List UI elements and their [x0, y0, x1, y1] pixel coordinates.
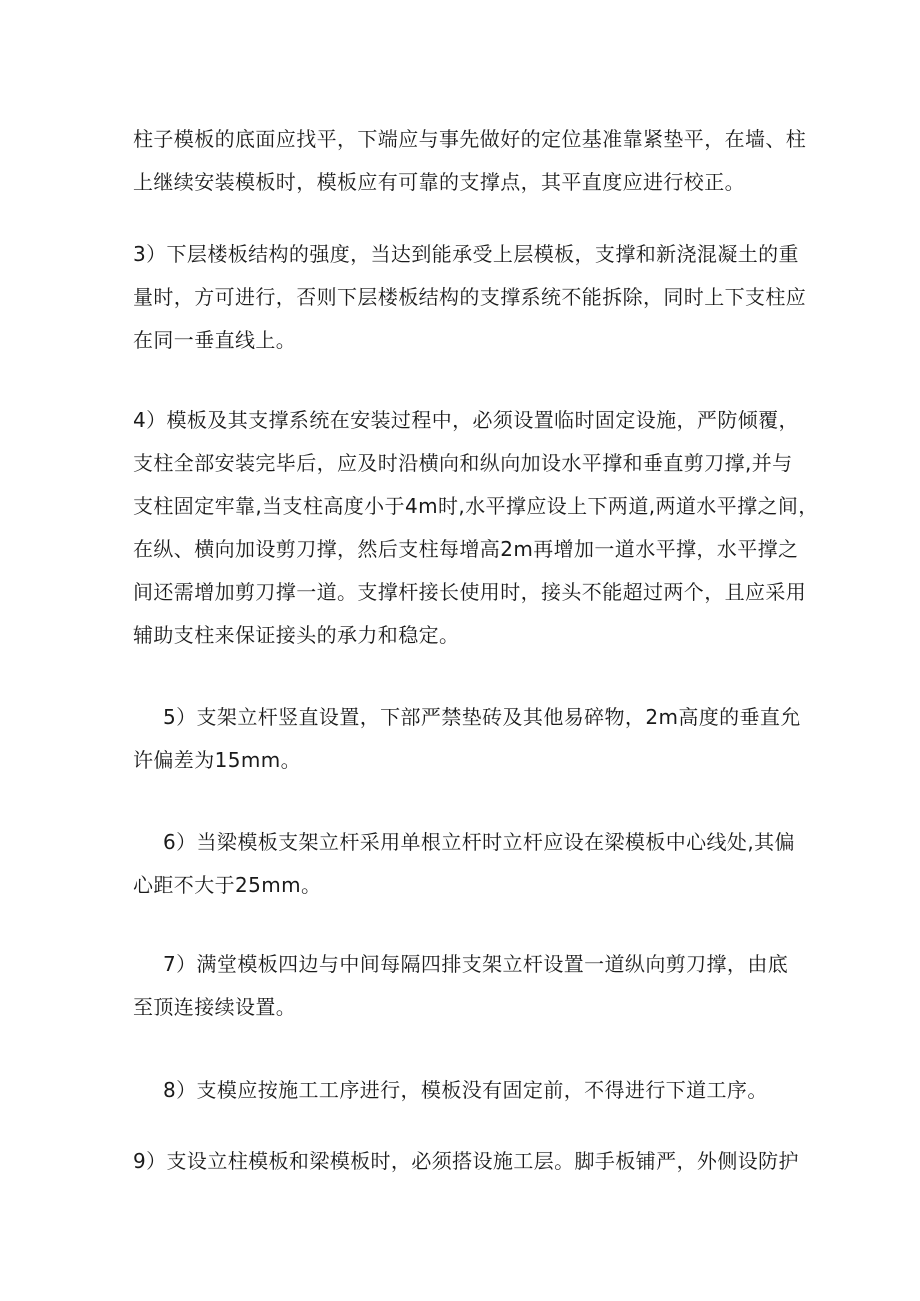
paragraph-item-7: [133, 943, 823, 1029]
text-line: 6）当梁模板支架立杆采用单根立杆时立杆应设在梁模板中心线处,其偏: [163, 830, 795, 854]
text-line: 心距不大于25mm。: [133, 873, 322, 897]
text-line: 至顶连接续设置。: [133, 995, 297, 1019]
text-line: 辅助支柱来保证接头的承力和稳定。: [133, 623, 460, 647]
text-line: 支柱全部安装完毕后，应及时沿横向和纵向加设水平撑和垂直剪刀撑,并与: [133, 451, 793, 475]
text-line: 柱子模板的底面应找平，下端应与事先做好的定位基准靠紧垫平，在墙、柱: [133, 127, 807, 151]
paragraph-item-8: [133, 1069, 823, 1112]
paragraph-item-6: [133, 821, 823, 907]
text-line: 8）支模应按施工工序进行，模板没有固定前，不得进行下道工序。: [163, 1078, 768, 1102]
text-line: 9）支设立柱模板和梁模板时，必须搭设施工层。脚手板铺严，外侧设防护: [133, 1149, 799, 1173]
text-line: 上继续安装模板时，模板应有可靠的支撑点，其平直度应进行校正。: [133, 170, 745, 194]
paragraph-item-4: [133, 399, 823, 657]
paragraph-item-3: [133, 233, 823, 362]
paragraph-column-formwork: [133, 118, 823, 204]
text-line: 支柱固定牢靠,当支柱高度小于4m时,水平撑应设上下两道,两道水平撑之间，: [133, 494, 819, 518]
text-line: 量时，方可进行，否则下层楼板结构的支撑系统不能拆除，同时上下支柱应: [133, 285, 807, 309]
text-line: 3）下层楼板结构的强度，当达到能承受上层模板，支撑和新浇混凝土的重: [133, 242, 799, 266]
text-line: 许偏差为15mm。: [133, 748, 302, 772]
text-line: 4）模板及其支撑系统在安装过程中，必须设置临时固定设施，严防倾覆，: [133, 408, 799, 432]
text-line: 5）支架立杆竖直设置，下部严禁垫砖及其他易碎物，2m高度的垂直允: [163, 705, 801, 729]
text-line: 在同一垂直线上。: [133, 328, 297, 352]
paragraph-item-9: [133, 1140, 823, 1183]
text-line: 间还需增加剪刀撑一道。支撑杆接长使用时，接头不能超过两个，且应采用: [133, 580, 807, 604]
text-line: 在纵、横向加设剪刀撑，然后支柱每增高2m再增加一道水平撑，水平撑之: [133, 537, 799, 561]
paragraph-item-5: [133, 696, 823, 782]
text-line: 7）满堂模板四边与中间每隔四排支架立杆设置一道纵向剪刀撑，由底: [163, 952, 789, 976]
